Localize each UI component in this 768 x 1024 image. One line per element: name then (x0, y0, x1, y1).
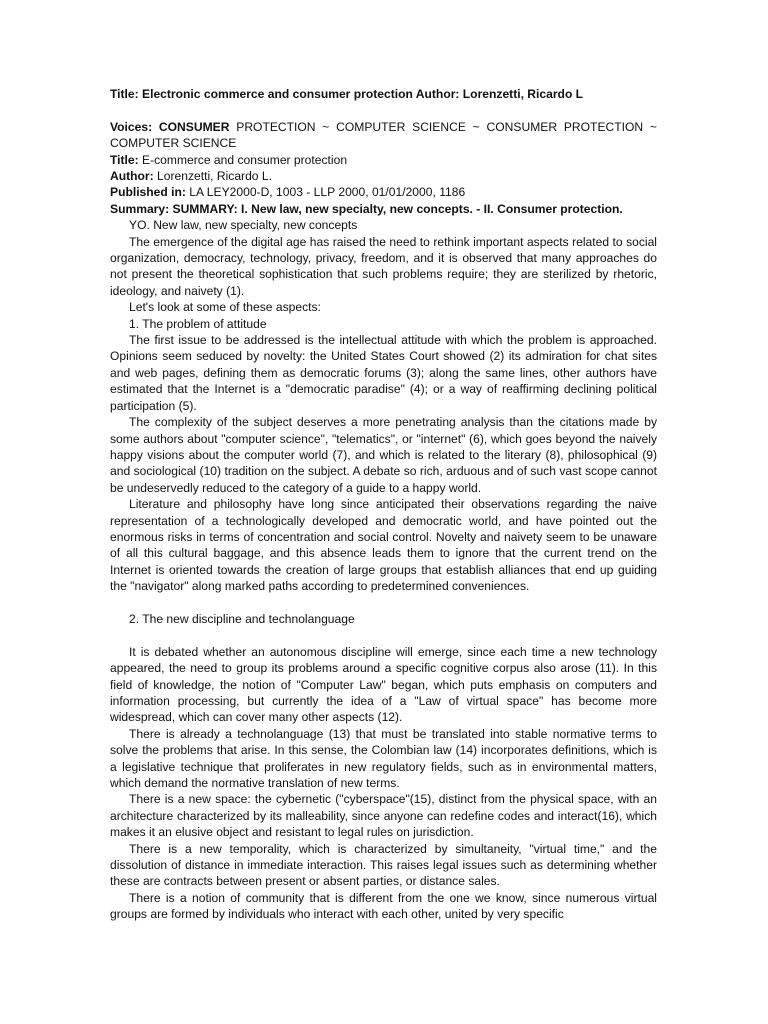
document-page (110, 86, 657, 923)
title-label: Title: (110, 152, 139, 167)
paragraph: There is already a technolanguage (13) that must be translated into stable normative terms to solve the problems that arise. In this sense, the Colombian law (14) incorporates definitions, which is a legislative technique that proliferates in new regulatory fields, such as in environmental matters, which demand the normative translation of new terms. (110, 726, 657, 791)
author-label: Author: (110, 169, 154, 184)
voices-first-term: CONSUMER (158, 119, 230, 134)
section-1-heading: YO. New law, new specialty, new concepts (129, 218, 358, 233)
author-meta-line (110, 168, 657, 184)
author-value: Lorenzetti, Ricardo L. (153, 169, 272, 184)
paragraph: The emergence of the digital age has raised the need to rethink important aspects related to social organization, democracy, technology, privacy, freedom, and it is observed that many approaches do not present the theoretical sophistication that such problems require; they are sterilized by rhetoric, ideology, and naivety (1). (110, 234, 657, 298)
paragraph: The complexity of the subject deserves a more penetrating analysis than the citations made by some authors about "computer science", "telematics", or "internet" (6), which goes beyond the naively happy visions about the computer world (7), and which is related to the literary (8), philosophical (9) and sociological (10) tradition on the subject. A debate so rich, arduous and of such vast scope cannot be undeservedly reduced to the category of a guide to a happy world. (110, 415, 657, 495)
spacer (110, 595, 657, 611)
published-meta-line (110, 184, 657, 200)
published-value: LA LEY2000-D, 1003 - LLP 2000, 01/01/2000, 1186 (185, 185, 466, 200)
voices-label: Voices: (110, 119, 153, 134)
document-title-line: Title: Electronic commerce and consumer protection Author: Lorenzetti, Ricardo L (110, 87, 584, 101)
title-meta-line (110, 152, 657, 168)
paragraph: There is a notion of community that is different from the one we know, since numerous virtual groups are formed by individuals who interact with each other, united by very specific (110, 890, 657, 922)
voices-value: PROTECTION ~ COMPUTER SCIENCE ~ CONSUMER PROTECTION ~ COMPUTER SCIENCE (110, 119, 657, 151)
spacer (110, 627, 657, 643)
subsection-heading: 1. The problem of attitude (129, 316, 267, 331)
paragraph: It is debated whether an autonomous discipline will emerge, since each time a new technology appeared, the need to group its problems around a specific cognitive corpus also arose (11). In this field of knowledge, the notion of "Computer Law" began, which puts emphasis on computers and information processing, but currently the idea of a "Law of virtual space" has become more widespread, which can cover many other aspects (12). (110, 644, 657, 725)
paragraph: The first issue to be addressed is the intellectual attitude with which the problem is approached. Opinions seem seduced by novelty: the United States Court showed (2) its admiration for chat sites and web pages, defining them as democratic forums (3); along the same lines, other authors have estimated that the Internet is a "democratic paradise" (4); or a way of reaffirming declining political participation (5). (110, 333, 657, 413)
voices-line (110, 119, 657, 152)
paragraph: Let's look at some of these aspects: (129, 300, 321, 315)
title-value: E-commerce and consumer protection (138, 152, 348, 167)
paragraph: There is a new temporality, which is characterized by simultaneity, "virtual time," and the dissolution of distance in immediate interaction. This raises legal issues such as determining whether these are contracts between present or absent parties, or distance sales. (110, 841, 657, 889)
paragraph: Literature and philosophy have long since anticipated their observations regarding the naive representation of a technologically developed and democratic world, and have pointed out the enormous risks in terms of concentration and social control. Novelty and naivety seem to be unaware of all this cultural baggage, and this absence leads them to ignore that the current trend on the Internet is oriented towards the creation of large groups that establish alliances that end up guiding the "navigator" along marked paths according to predetermined conveniences. (110, 497, 657, 594)
section-2-heading: 2. The new discipline and technolanguage (129, 611, 355, 626)
published-label: Published in: (110, 185, 186, 200)
paragraph: There is a new space: the cybernetic ("cyberspace"(15), distinct from the physical space, with an architecture characterized by its malleability, since anyone can redefine codes and interact(16), which makes it an elusive object and resistant to legal rules on jurisdiction. (110, 792, 657, 840)
summary-line: Summary: SUMMARY: I. New law, new specialty, new concepts. - II. Consumer protection. (110, 201, 623, 216)
